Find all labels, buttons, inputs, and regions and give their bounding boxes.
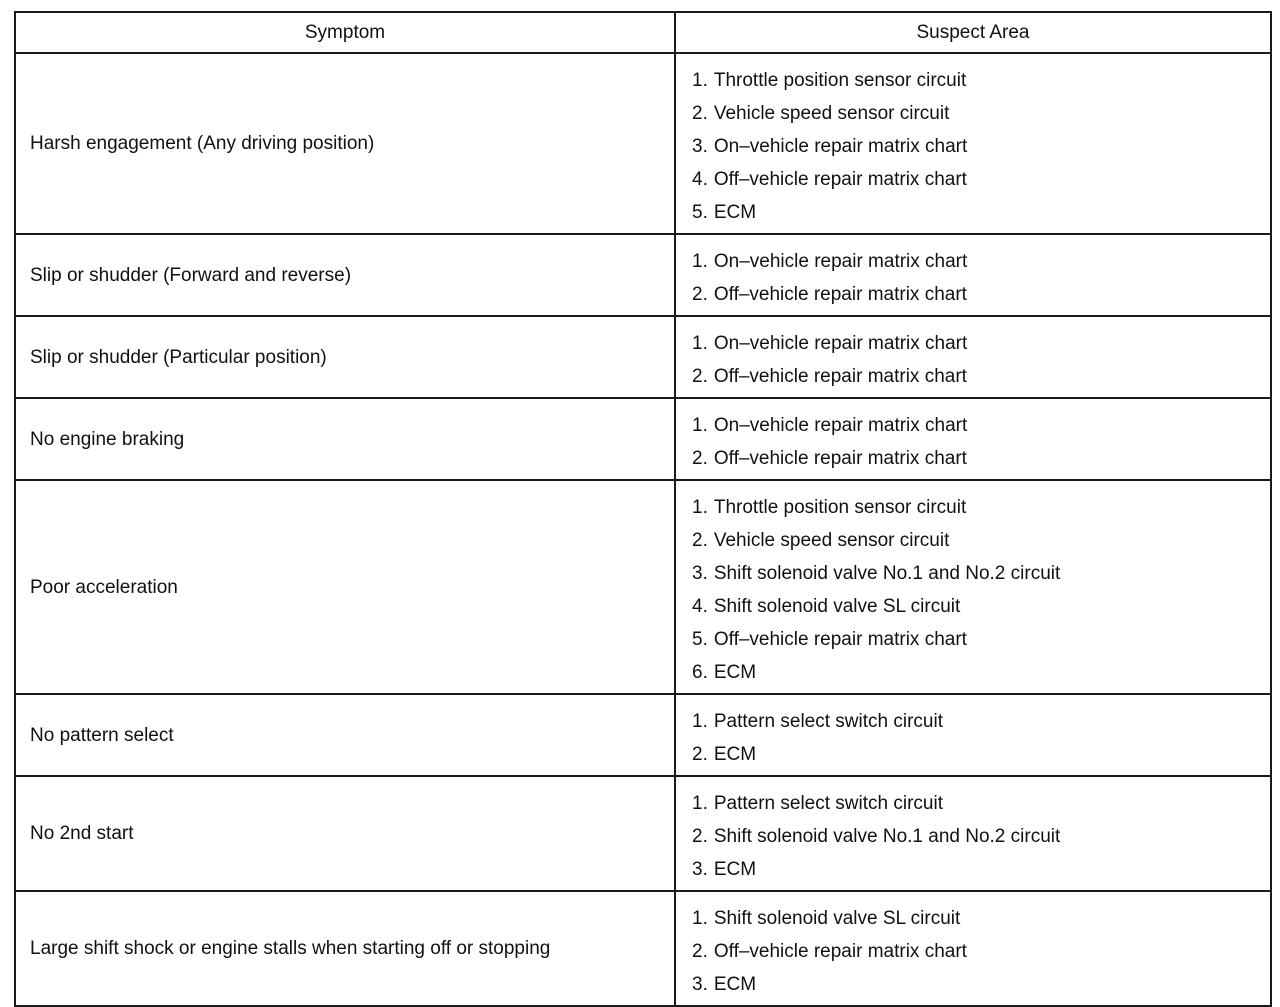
- item-number: 3.: [692, 563, 708, 584]
- table-row: [15, 694, 1271, 776]
- item-number: 2.: [692, 284, 708, 305]
- suspect-area-cell: [675, 316, 1271, 398]
- suspect-area-item: [692, 902, 1270, 935]
- suspect-area-item: [692, 968, 1270, 1001]
- suspect-area-text: Pattern select switch circuit: [713, 711, 943, 732]
- suspect-area-list: [692, 245, 1270, 311]
- symptom-cell: Slip or shudder (Forward and reverse): [15, 234, 675, 316]
- suspect-area-text: Off–vehicle repair matrix chart: [713, 366, 967, 387]
- item-number: 3.: [692, 974, 708, 995]
- table-row: [15, 234, 1271, 316]
- suspect-area-item: [692, 853, 1270, 886]
- table-header: [15, 12, 1271, 53]
- suspect-area-item: [692, 491, 1270, 524]
- symptom-cell: Harsh engagement (Any driving position): [15, 53, 675, 234]
- suspect-area-text: ECM: [713, 974, 757, 995]
- table-row: [15, 776, 1271, 891]
- suspect-area-item: [692, 557, 1270, 590]
- symptom-cell: Slip or shudder (Particular position): [15, 316, 675, 398]
- item-number: 3.: [692, 859, 708, 880]
- suspect-area-cell: [675, 480, 1271, 694]
- item-number: 4.: [692, 596, 708, 617]
- symptom-cell: Large shift shock or engine stalls when starting off or stopping: [15, 891, 675, 1006]
- suspect-area-text: Off–vehicle repair matrix chart: [713, 448, 967, 469]
- suspect-area-column-header: Suspect Area: [675, 12, 1271, 53]
- suspect-area-text: On–vehicle repair matrix chart: [713, 251, 968, 272]
- suspect-area-text: On–vehicle repair matrix chart: [713, 333, 968, 354]
- suspect-area-cell: [675, 694, 1271, 776]
- suspect-area-text: ECM: [713, 662, 757, 683]
- item-number: 5.: [692, 202, 708, 223]
- suspect-area-item: [692, 524, 1270, 557]
- suspect-area-text: Shift solenoid valve SL circuit: [713, 596, 961, 617]
- suspect-area-item: [692, 442, 1270, 475]
- suspect-area-text: Shift solenoid valve SL circuit: [713, 908, 961, 929]
- suspect-area-item: [692, 64, 1270, 97]
- item-number: 1.: [692, 415, 708, 436]
- suspect-area-item: [692, 278, 1270, 311]
- suspect-area-item: [692, 163, 1270, 196]
- suspect-area-text: Pattern select switch circuit: [713, 793, 943, 814]
- item-number: 1.: [692, 908, 708, 929]
- suspect-area-text: Shift solenoid valve No.1 and No.2 circuit: [713, 826, 1061, 847]
- suspect-area-item: [692, 590, 1270, 623]
- troubleshooting-table-container: [14, 11, 1270, 1007]
- suspect-area-item: [692, 935, 1270, 968]
- item-number: 1.: [692, 333, 708, 354]
- suspect-area-text: Throttle position sensor circuit: [713, 70, 967, 91]
- suspect-area-text: Off–vehicle repair matrix chart: [713, 284, 967, 305]
- item-number: 1.: [692, 793, 708, 814]
- suspect-area-text: Throttle position sensor circuit: [713, 497, 967, 518]
- symptom-cell: No pattern select: [15, 694, 675, 776]
- suspect-area-item: [692, 623, 1270, 656]
- item-number: 1.: [692, 251, 708, 272]
- item-number: 5.: [692, 629, 708, 650]
- suspect-area-list: [692, 787, 1270, 886]
- suspect-area-item: [692, 738, 1270, 771]
- item-number: 2.: [692, 103, 708, 124]
- suspect-area-text: On–vehicle repair matrix chart: [713, 136, 968, 157]
- suspect-area-list: [692, 64, 1270, 229]
- item-number: 1.: [692, 711, 708, 732]
- item-number: 2.: [692, 826, 708, 847]
- symptom-column-header: Symptom: [15, 12, 675, 53]
- suspect-area-text: Vehicle speed sensor circuit: [713, 103, 950, 124]
- table-row: [15, 316, 1271, 398]
- suspect-area-item: [692, 245, 1270, 278]
- suspect-area-text: Shift solenoid valve No.1 and No.2 circuit: [713, 563, 1061, 584]
- suspect-area-list: [692, 705, 1270, 771]
- suspect-area-item: [692, 787, 1270, 820]
- suspect-area-text: Off–vehicle repair matrix chart: [713, 941, 967, 962]
- symptom-cell: No engine braking: [15, 398, 675, 480]
- suspect-area-text: ECM: [713, 202, 757, 223]
- suspect-area-item: [692, 97, 1270, 130]
- table-row: [15, 53, 1271, 234]
- item-number: 2.: [692, 530, 708, 551]
- suspect-area-text: Vehicle speed sensor circuit: [713, 530, 950, 551]
- suspect-area-cell: [675, 53, 1271, 234]
- table-body: [15, 53, 1271, 1006]
- troubleshooting-table: [14, 11, 1272, 1007]
- table-row: [15, 398, 1271, 480]
- suspect-area-cell: [675, 891, 1271, 1006]
- suspect-area-cell: [675, 776, 1271, 891]
- suspect-area-cell: [675, 234, 1271, 316]
- item-number: 2.: [692, 366, 708, 387]
- suspect-area-item: [692, 820, 1270, 853]
- suspect-area-list: [692, 409, 1270, 475]
- table-row: [15, 891, 1271, 1006]
- symptom-cell: Poor acceleration: [15, 480, 675, 694]
- suspect-area-item: [692, 409, 1270, 442]
- item-number: 6.: [692, 662, 708, 683]
- suspect-area-text: Off–vehicle repair matrix chart: [713, 169, 967, 190]
- suspect-area-item: [692, 130, 1270, 163]
- suspect-area-item: [692, 656, 1270, 689]
- header-row: [15, 12, 1271, 53]
- suspect-area-text: On–vehicle repair matrix chart: [713, 415, 968, 436]
- suspect-area-list: [692, 491, 1270, 689]
- item-number: 2.: [692, 744, 708, 765]
- table-row: [15, 480, 1271, 694]
- suspect-area-item: [692, 360, 1270, 393]
- item-number: 3.: [692, 136, 708, 157]
- item-number: 2.: [692, 941, 708, 962]
- suspect-area-list: [692, 327, 1270, 393]
- suspect-area-text: Off–vehicle repair matrix chart: [713, 629, 967, 650]
- suspect-area-text: ECM: [713, 744, 757, 765]
- suspect-area-item: [692, 196, 1270, 229]
- suspect-area-item: [692, 705, 1270, 738]
- suspect-area-item: [692, 327, 1270, 360]
- item-number: 4.: [692, 169, 708, 190]
- suspect-area-cell: [675, 398, 1271, 480]
- suspect-area-list: [692, 902, 1270, 1001]
- symptom-cell: No 2nd start: [15, 776, 675, 891]
- item-number: 1.: [692, 497, 708, 518]
- suspect-area-text: ECM: [713, 859, 757, 880]
- item-number: 2.: [692, 448, 708, 469]
- item-number: 1.: [692, 70, 708, 91]
